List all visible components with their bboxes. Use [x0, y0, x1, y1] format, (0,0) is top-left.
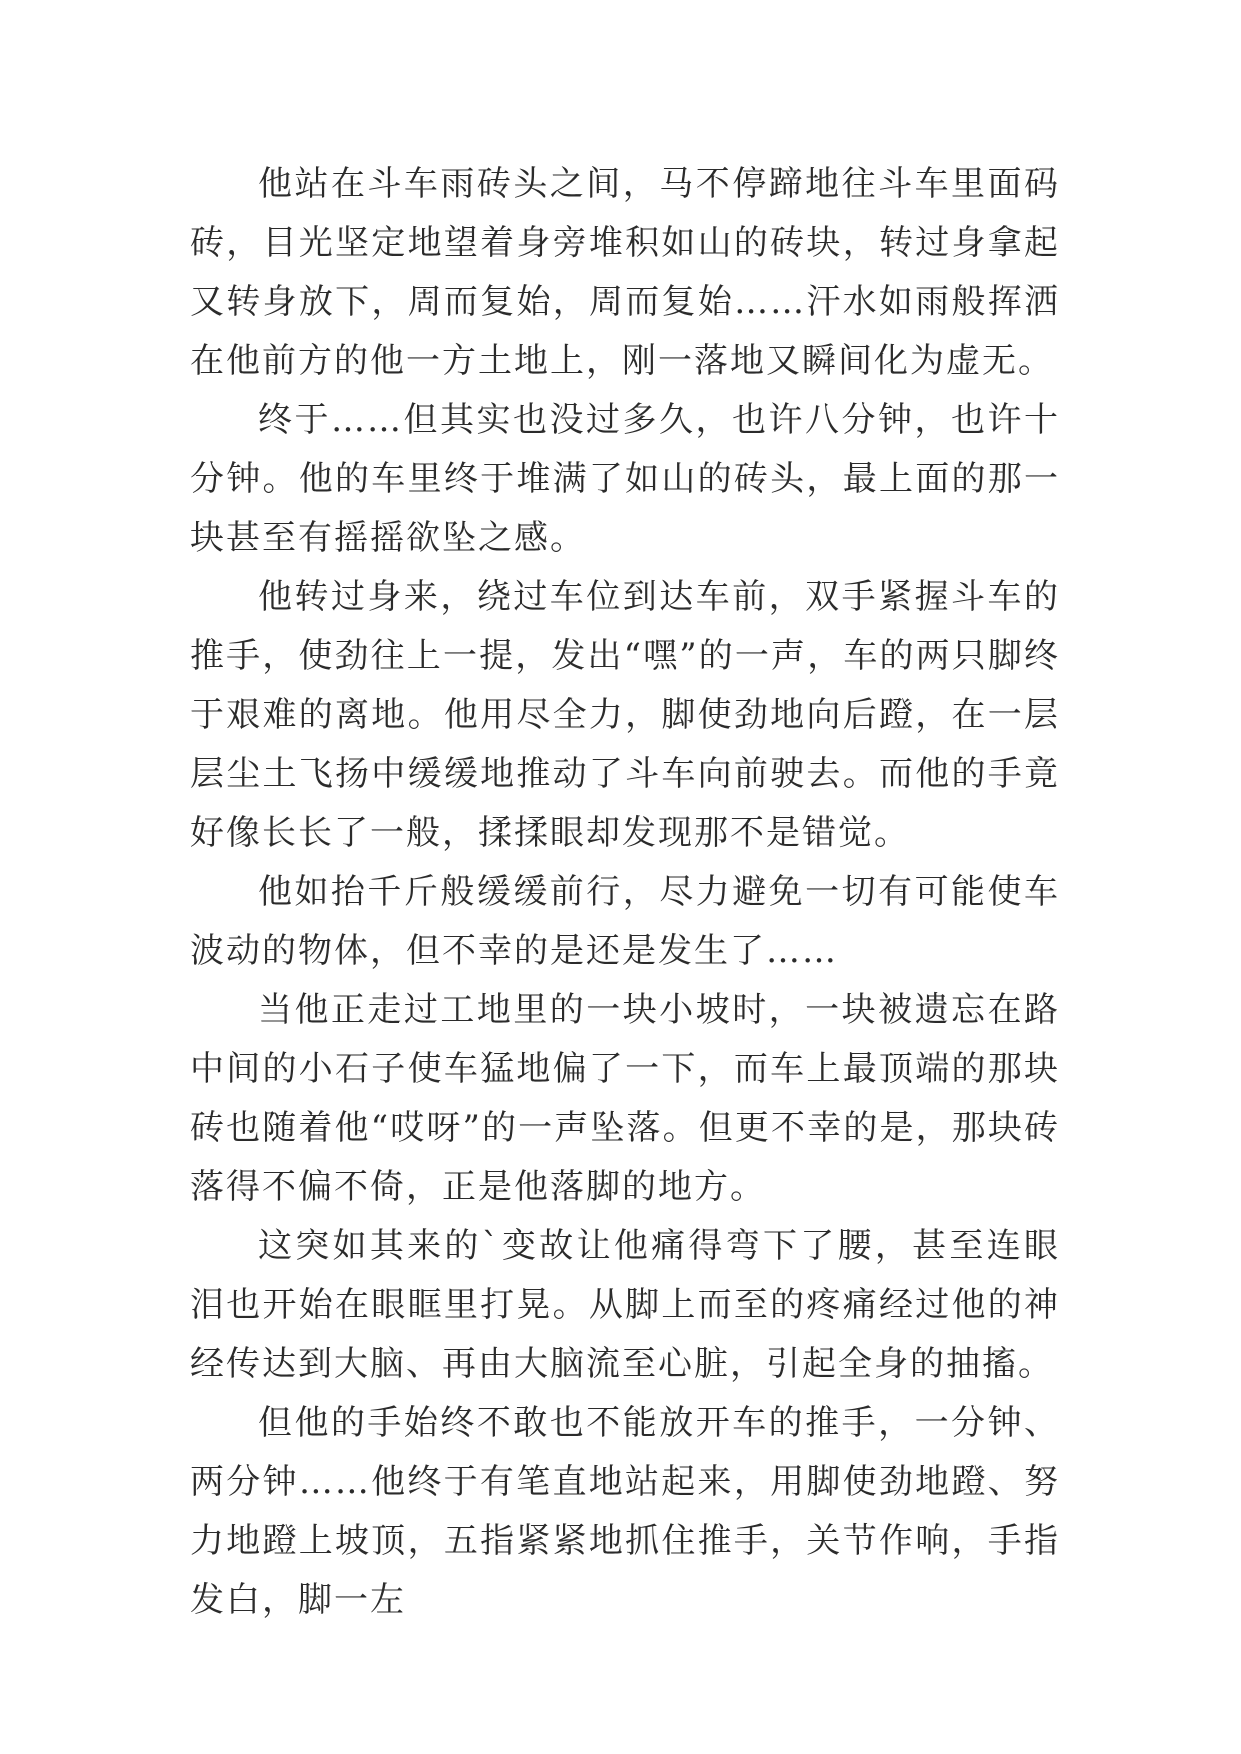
paragraph-3: 他转过身来，绕过车位到达车前，双手紧握斗车的推手，使劲往上一提，发出“嘿”的一声，车的两只脚终于艰难的离地。他用尽全力，脚使劲地向后蹬，在一层层尘土飞扬中缓缓地推动了斗车向前驶去。而他的手竟好像长长了一般，揉揉眼却发现那不是错觉。 [190, 577, 1060, 853]
paragraph-6: 这突如其来的`变故让他痛得弯下了腰，甚至连眼泪也开始在眼眶里打晃。从脚上而至的疼痛经过他的神经传达到大脑、再由大脑流至心脏，引起全身的抽搐。 [190, 1226, 1060, 1384]
document-body [190, 155, 1060, 1630]
paragraph-5: 当他正走过工地里的一块小坡时，一块被遗忘在路中间的小石子使车猛地偏了一下，而车上最顶端的那块砖也随着他“哎呀”的一声坠落。但更不幸的是，那块砖落得不偏不倚，正是他落脚的地方。 [190, 990, 1060, 1207]
paragraph-4: 他如抬千斤般缓缓前行，尽力避免一切有可能使车波动的物体，但不幸的是还是发生了…… [190, 872, 1060, 971]
paragraph-1: 他站在斗车雨砖头之间，马不停蹄地往斗车里面码砖，目光坚定地望着身旁堆积如山的砖块，转过身拿起又转身放下，周而复始，周而复始……汗水如雨般挥洒在他前方的他一方土地上，刚一落地又瞬间化为虚无。 [190, 164, 1060, 381]
paragraph-2: 终于……但其实也没过多久，也许八分钟，也许十分钟。他的车里终于堆满了如山的砖头，最上面的那一块甚至有摇摇欲坠之感。 [190, 400, 1060, 558]
paragraph-7: 但他的手始终不敢也不能放开车的推手，一分钟、两分钟……他终于有笔直地站起来，用脚使劲地蹬、努力地蹬上坡顶，五指紧紧地抓住推手，关节作响，手指发白，脚一左 [190, 1403, 1060, 1620]
